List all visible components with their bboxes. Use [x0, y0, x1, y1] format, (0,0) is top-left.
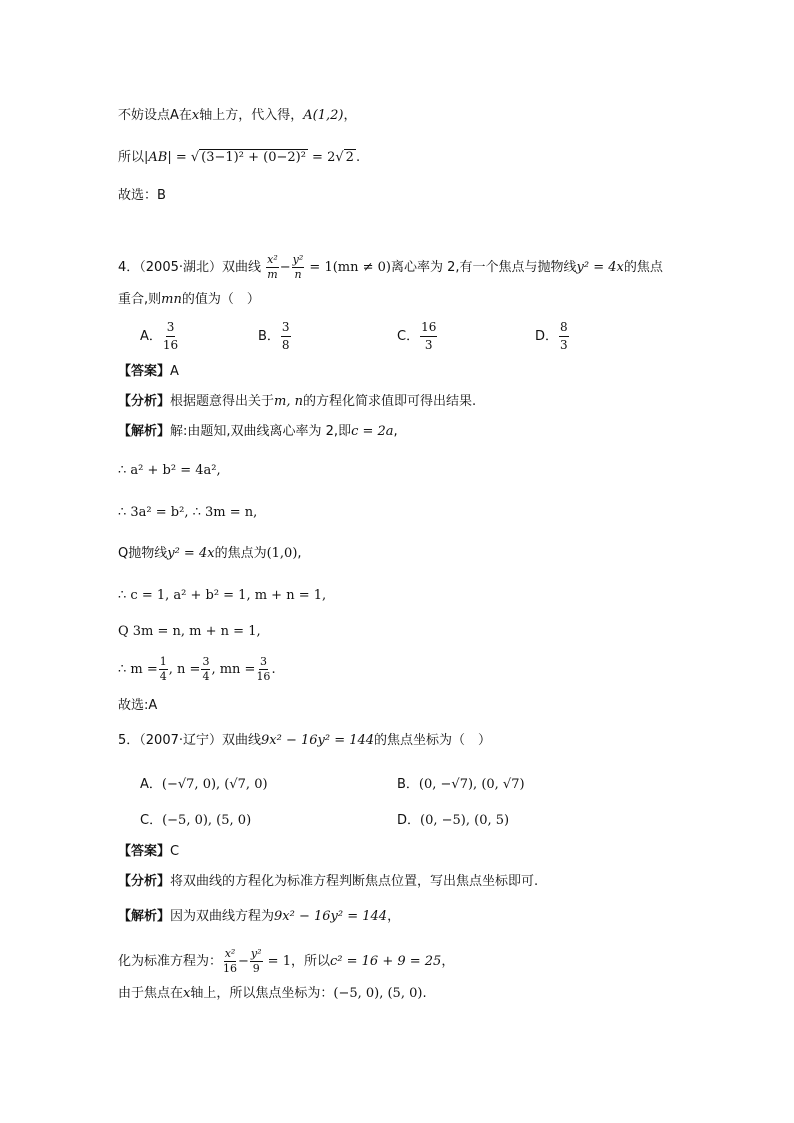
q5-answer-tag: 【答案】	[118, 844, 171, 859]
q4-s3-pt: (1,0)	[266, 546, 298, 561]
q5-focus-end: .	[422, 986, 427, 1001]
q5-std-c: c² = 16 + 9 = 25	[330, 954, 442, 969]
q5-option-c[interactable]	[140, 809, 251, 828]
q4-solution-end: ,	[393, 424, 398, 439]
q5-std-mid: ，所以	[290, 954, 330, 969]
q5-opt-d-label: D．	[397, 813, 421, 828]
q4-option-a[interactable]	[140, 320, 179, 353]
q4-stem-line2	[118, 290, 260, 310]
q4-analysis	[118, 392, 476, 412]
q5-opt-c-label: C．	[140, 813, 163, 828]
q5-solution-end: ，	[387, 909, 401, 924]
q4-s3-eq: y² = 4x	[167, 546, 215, 561]
q4-opt-d-num: 8	[559, 320, 569, 337]
q4-opt-c-num: 16	[420, 320, 437, 337]
q4-s6-end: .	[271, 662, 276, 677]
q5-solution	[118, 907, 400, 927]
q5-std-pre: 化为标准方程为：	[118, 954, 223, 969]
q5-standard-form	[118, 948, 454, 975]
q4-s6-f1d: 4	[159, 670, 167, 683]
q5-opt-b-label: B．	[397, 777, 419, 792]
q4-s6-pre: ∴ m =	[118, 662, 158, 677]
q5-std-end: ，	[441, 954, 455, 969]
q4-s3-end: ,	[297, 546, 302, 561]
q4-line2-end: 的值为（ ）	[181, 292, 260, 307]
q4-opt-a-label: A．	[140, 329, 162, 344]
q4-frac2	[292, 254, 305, 281]
q5-std-minus: −	[238, 954, 249, 969]
q5-std-frac2	[250, 948, 263, 975]
q4-opt-d-den: 3	[560, 338, 568, 352]
q4-opt-b-den: 8	[281, 338, 290, 352]
q4-opt-b-frac	[281, 320, 291, 353]
q5-std-f2d: 9	[252, 962, 260, 975]
assume-end: ，	[343, 108, 357, 123]
q5-option-a[interactable]	[140, 773, 268, 792]
q5-option-d[interactable]	[397, 809, 509, 828]
assume-point: A(1,2)	[303, 108, 344, 123]
q4-mn: mn	[161, 292, 182, 307]
q4-choose: 故选:A	[118, 698, 158, 713]
q4-frac1-num: x²	[267, 253, 278, 266]
assume-text: 不妨设点A在	[118, 108, 192, 123]
q4-option-d[interactable]	[535, 320, 570, 353]
q4-s3-mid: 的焦点为	[214, 546, 267, 561]
q5-option-b[interactable]	[397, 773, 525, 792]
q4-s6-frac2	[201, 656, 210, 683]
q5-opt-a-label: A．	[140, 777, 162, 792]
q5-focus-var: x	[183, 986, 191, 1001]
q5-std-eq: = 1	[263, 954, 291, 969]
q4-answer-tag: 【答案】	[118, 364, 171, 379]
q5-std-f2n: y²	[250, 947, 262, 960]
q4-frac2-den: n	[294, 268, 302, 281]
q4-opt-d-frac	[559, 320, 569, 353]
q5-std-f1d: 16	[223, 962, 238, 975]
q5-focus-pre: 由于焦点在	[118, 986, 184, 1001]
q5-std-f1n: x²	[224, 947, 236, 960]
q4-opt-b-label: B．	[258, 329, 280, 344]
so-end: .	[355, 150, 361, 165]
q4-solution	[118, 422, 398, 442]
q5-prefix: 5．（2007·辽宁）双曲线	[118, 733, 261, 748]
q4-eq: = 1(mn ≠ 0)	[305, 260, 391, 275]
q5-focus-mid: 轴上，所以焦点坐标为：	[190, 986, 334, 1001]
intro-ab-line: 所以|AB| = √ (3−1)² + (0−2)² = 2√ 2 .	[118, 150, 361, 165]
intro-assume-line	[118, 106, 357, 126]
q4-minus: −	[279, 260, 291, 275]
q4-option-b[interactable]	[258, 320, 292, 353]
q5-analysis-text: 将双曲线的方程化为标准方程判断焦点位置，写出焦点坐标即可.	[170, 874, 539, 889]
q4-s6-f3n: 3	[259, 655, 267, 668]
q4-text1: 离心率为 2,有一个焦点与抛物线	[391, 260, 577, 275]
q5-eq: 9x² − 16y² = 144	[261, 733, 375, 748]
q4-answer	[118, 362, 179, 382]
q4-frac1	[266, 254, 279, 281]
q5-opt-b-value: (0, −√7), (0, √7)	[418, 777, 525, 792]
q4-solution-eq: c = 2a	[351, 424, 394, 439]
ab-expr: |AB| =	[144, 150, 191, 165]
q4-step2: ∴ 3a² = b², ∴ 3m = n,	[118, 505, 258, 520]
q4-step4: ∴ c = 1, a² + b² = 1, m + n = 1,	[118, 588, 327, 603]
q5-solution-pre: 因为双曲线方程为	[170, 909, 275, 924]
q4-opt-a-num: 3	[166, 320, 176, 337]
q5-opt-d-value: (0, −5), (0, 5)	[420, 813, 510, 828]
sqrt2: 2	[345, 150, 354, 165]
q5-analysis	[118, 872, 538, 892]
q4-text2: 的焦点	[623, 260, 663, 275]
intro-choose: 故选：B	[118, 188, 166, 203]
q5-solution-eq: 9x² − 16y² = 144	[274, 909, 388, 924]
q4-stem-line1	[118, 254, 663, 281]
q4-s6-f2n: 3	[202, 655, 210, 668]
q4-s6-f3d: 16	[256, 670, 271, 683]
q5-focus-pts: (−5, 0), (5, 0)	[333, 986, 423, 1001]
q4-parabola: y² = 4x	[576, 260, 624, 275]
q4-s6-frac3	[256, 656, 270, 683]
q4-solution-tag: 【解析】	[118, 424, 171, 439]
q4-s6-f2d: 4	[202, 670, 210, 683]
q5-std-frac1	[223, 948, 237, 975]
q4-analysis-tag: 【分析】	[118, 394, 171, 409]
q4-step3	[118, 544, 302, 564]
q5-answer-value: C	[170, 844, 180, 859]
q4-option-c[interactable]	[397, 320, 438, 353]
q4-frac1-den: m	[267, 268, 278, 281]
q5-opt-c-value: (−5, 0), (5, 0)	[162, 813, 252, 828]
q4-s6-mid2: , mn =	[211, 662, 256, 677]
q4-line2: 重合,则	[118, 292, 162, 307]
assume-var: x	[191, 108, 200, 123]
q4-analysis-pre: 根据题意得出关于	[170, 394, 275, 409]
q5-analysis-tag: 【分析】	[118, 874, 171, 889]
q4-s3-pre: Q抛物线	[118, 546, 168, 561]
equals-val: = 2	[307, 150, 336, 165]
q5-stem	[118, 731, 491, 751]
q4-opt-c-den: 3	[424, 338, 433, 352]
q5-solution-tag: 【解析】	[118, 909, 171, 924]
q4-opt-c-label: C．	[397, 329, 420, 344]
root-expr: (3−1)² + (0−2)²	[201, 150, 306, 165]
q4-step1: ∴ a² + b² = 4a²,	[118, 463, 221, 478]
q5-opt-a-value: (−√7, 0), (√7, 0)	[161, 777, 268, 792]
q4-frac2-num: y²	[292, 253, 304, 266]
q4-answer-value: A	[170, 364, 179, 379]
q4-s6-f1n: 1	[159, 655, 167, 668]
q4-step6	[118, 656, 276, 683]
q4-opt-a-frac	[163, 320, 178, 353]
q5-focus	[118, 984, 427, 1004]
assume-mid: 轴上方，代入得，	[199, 108, 304, 123]
q4-s6-frac1	[159, 656, 168, 683]
q4-opt-c-frac	[420, 320, 437, 353]
q4-s6-mid: , n =	[168, 662, 201, 677]
q4-solution-pre: 解:由题知,双曲线离心率为 2,即	[170, 424, 352, 439]
q4-opt-d-label: D．	[535, 329, 559, 344]
q4-prefix: 4．（2005·湖北）双曲线	[118, 260, 261, 275]
q4-opt-a-den: 16	[162, 338, 179, 352]
q5-answer	[118, 842, 179, 862]
q4-analysis-post: 的方程化简求值即可得出结果.	[303, 394, 477, 409]
q4-analysis-vars: m, n	[274, 394, 303, 409]
q5-suffix: 的焦点坐标为（ ）	[374, 733, 492, 748]
q4-step5: Q 3m = n, m + n = 1,	[118, 624, 261, 639]
so-text: 所以	[118, 150, 145, 165]
q4-opt-b-num: 3	[281, 320, 291, 337]
